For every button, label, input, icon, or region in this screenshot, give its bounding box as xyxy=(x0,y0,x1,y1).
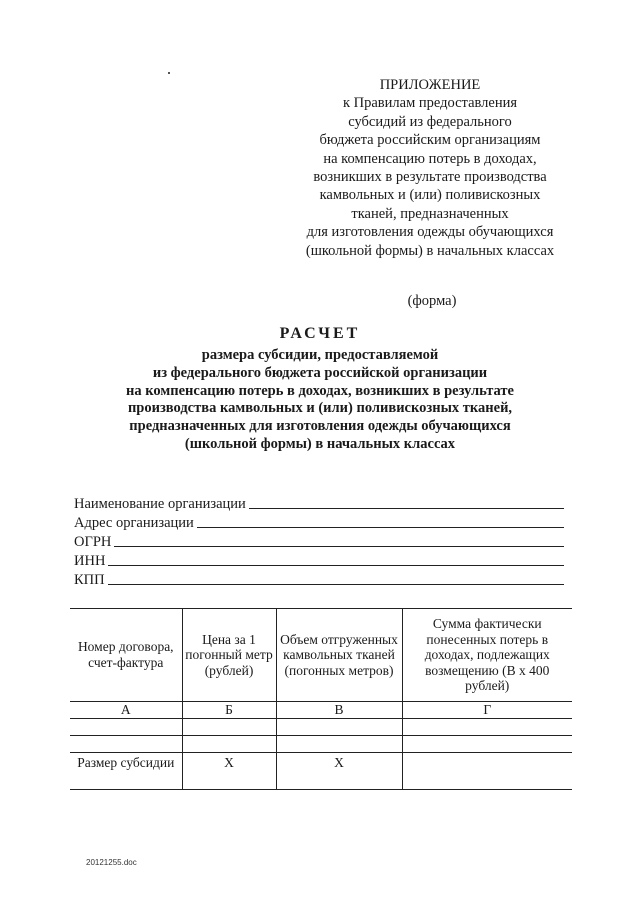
total-cell-volume: Х xyxy=(276,753,402,790)
form-label: (форма) xyxy=(407,293,457,309)
field-ogrn[interactable] xyxy=(74,532,564,551)
subtitle-line: предназначенных для изготовления одежды обучающихся xyxy=(129,418,511,435)
fill-line[interactable] xyxy=(108,565,564,566)
fill-line[interactable] xyxy=(114,546,564,547)
column-letter: В xyxy=(276,702,402,719)
table-header-row xyxy=(70,609,572,702)
table-cell[interactable] xyxy=(182,719,276,736)
field-kpp[interactable] xyxy=(74,570,564,589)
column-letters-row xyxy=(70,702,572,719)
appendix-line: на компенсацию потерь в доходах, xyxy=(323,150,537,167)
subtitle-line: производства камвольных и (или) поливискозных тканей, xyxy=(127,400,513,417)
field-organization-address[interactable] xyxy=(74,513,564,532)
table-cell[interactable] xyxy=(276,719,402,736)
appendix-line: для изготовления одежды обучающихся xyxy=(306,224,554,241)
total-cell-sum[interactable] xyxy=(402,753,572,790)
total-cell-price: Х xyxy=(182,753,276,790)
appendix-line: (школьной формы) в начальных классах xyxy=(305,242,555,259)
total-label: Размер субсидии xyxy=(70,753,182,790)
table-cell[interactable] xyxy=(276,736,402,753)
appendix-line: тканей, предназначенных xyxy=(351,205,509,222)
field-label: ОГРН xyxy=(74,534,112,550)
table-cell[interactable] xyxy=(182,736,276,753)
footer-file-name: 20121255.doc xyxy=(86,858,137,867)
field-label: КПП xyxy=(74,572,105,588)
table-cell[interactable] xyxy=(402,736,572,753)
subtitle-line: из федерального бюджета российской организации xyxy=(152,364,488,381)
column-letter: Г xyxy=(402,702,572,719)
table-row xyxy=(70,736,572,753)
appendix-block xyxy=(280,76,580,260)
column-header: Цена за 1 погонный метр (рублей) xyxy=(182,609,276,702)
table-cell[interactable] xyxy=(402,719,572,736)
appendix-line: камвольных и (или) поливискозных xyxy=(319,187,541,204)
table-row xyxy=(70,719,572,736)
subtitle-line: на компенсацию потерь в доходах, возникших в результате xyxy=(126,382,514,399)
field-label: Адрес организации xyxy=(74,515,194,531)
column-header: Объем отгруженных камвольных тканей (погонных метров) xyxy=(276,609,402,702)
fill-line[interactable] xyxy=(108,584,564,585)
appendix-line: субсидий из федерального xyxy=(348,113,512,130)
calculation-title: РАСЧЕТ xyxy=(279,325,361,342)
subtitle-line: (школьной формы) в начальных классах xyxy=(184,435,456,452)
appendix-heading: ПРИЛОЖЕНИЕ xyxy=(379,77,481,93)
field-organization-name[interactable] xyxy=(74,494,564,513)
column-header: Номер договора, счет-фактура xyxy=(70,609,182,702)
column-letter: А xyxy=(70,702,182,719)
scan-dot xyxy=(168,72,170,74)
appendix-line: к Правилам предоставления xyxy=(342,95,518,112)
column-header: Сумма фактически понесенных потерь в доходах, подлежащих возмещению (В х 400 рублей) xyxy=(402,609,572,702)
fill-line[interactable] xyxy=(249,508,564,509)
fill-line[interactable] xyxy=(197,527,564,528)
column-letter: Б xyxy=(182,702,276,719)
subsidy-total-row xyxy=(70,753,572,790)
table-cell[interactable] xyxy=(70,736,182,753)
field-label: ИНН xyxy=(74,553,106,569)
calculation-subtitle xyxy=(80,347,560,454)
field-inn[interactable] xyxy=(74,551,564,570)
subtitle-line: размера субсидии, предоставляемой xyxy=(201,347,439,363)
organization-fields xyxy=(74,494,564,589)
subsidy-table xyxy=(70,608,572,790)
table-cell[interactable] xyxy=(70,719,182,736)
appendix-line: бюджета российским организациям xyxy=(319,132,541,149)
field-label: Наименование организации xyxy=(74,496,246,512)
appendix-line: возникших в результате производства xyxy=(313,169,547,186)
